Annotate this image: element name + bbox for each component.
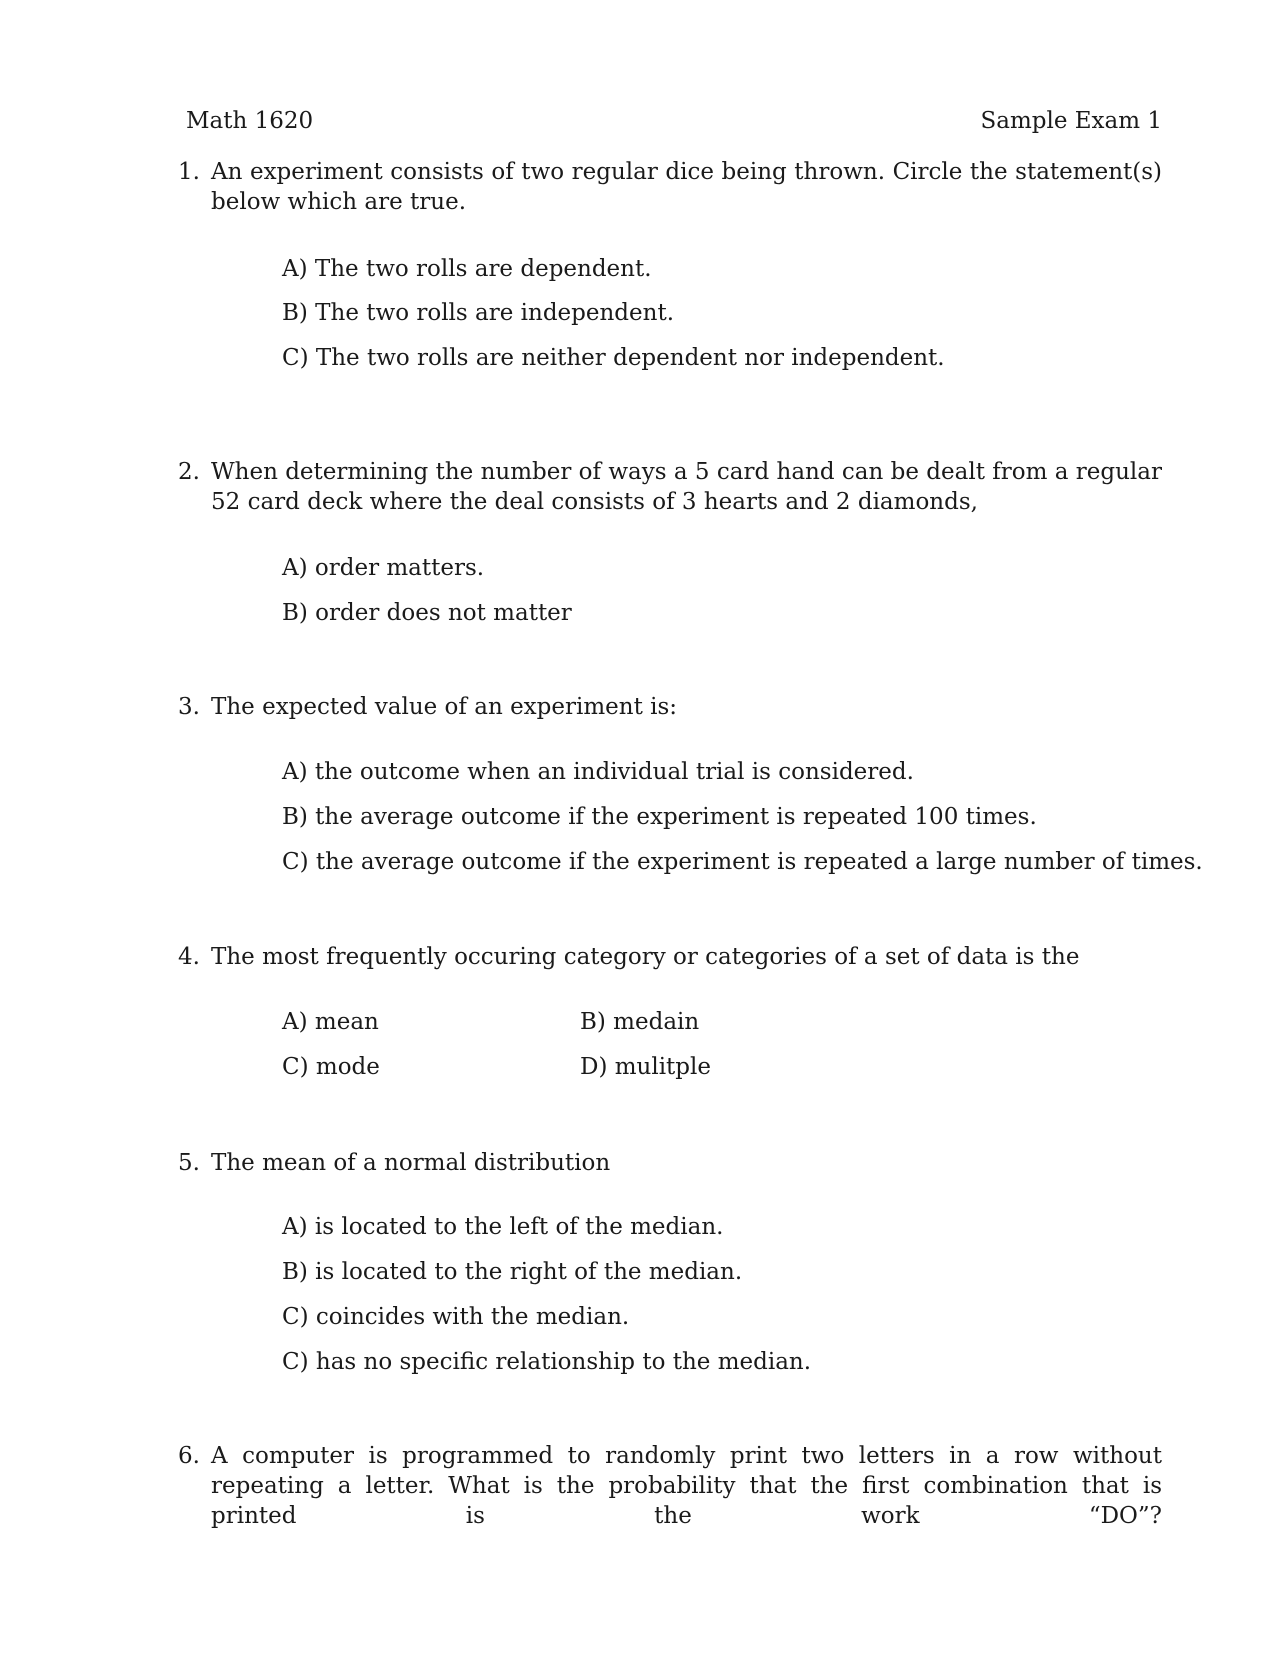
question-number: 6. — [178, 1443, 200, 1469]
question-6 — [178, 1441, 1162, 1531]
question-4-option-d: D) mulitple — [580, 1054, 711, 1080]
question-2 — [178, 457, 1162, 517]
question-5-option-c: C) coincides with the median. — [282, 1304, 630, 1330]
question-1-option-c: C) The two rolls are neither dependent nor independent. — [282, 345, 945, 371]
question-number: 2. — [178, 459, 200, 485]
question-text: The expected value of an experiment is: — [211, 694, 678, 720]
question-1 — [178, 157, 1162, 217]
question-5 — [178, 1148, 1162, 1178]
question-4 — [178, 942, 1162, 972]
question-1-option-a: A) The two rolls are dependent. — [282, 256, 652, 282]
question-1-option-b: B) The two rolls are independent. — [282, 300, 674, 326]
question-2-option-b: B) order does not matter — [282, 600, 572, 626]
course-title: Math 1620 — [186, 108, 314, 134]
question-number: 1. — [178, 159, 200, 185]
question-number: 3. — [178, 694, 200, 720]
question-5-option-a: A) is located to the left of the median. — [282, 1214, 724, 1240]
question-3-option-c: C) the average outcome if the experiment is repeated a large number of times. — [282, 849, 1203, 875]
question-text: When determining the number of ways a 5 card hand can be dealt from a regular 52 card deck where the deal consists of 3 hearts and 2 diamonds, — [211, 459, 1162, 515]
question-3-option-a: A) the outcome when an individual trial is considered. — [282, 759, 914, 785]
exam-title: Sample Exam 1 — [980, 108, 1162, 134]
question-3 — [178, 692, 1162, 722]
question-5-option-b: B) is located to the right of the median. — [282, 1259, 743, 1285]
question-4-option-a: A) mean — [282, 1009, 379, 1035]
question-number: 4. — [178, 944, 200, 970]
question-text: A computer is programmed to randomly print two letters in a row without repeating a letter. What is the probability that the first combination that is printed is the work “DO”? — [211, 1443, 1162, 1529]
question-3-option-b: B) the average outcome if the experiment is repeated 100 times. — [282, 804, 1037, 830]
question-text: The most frequently occuring category or categories of a set of data is the — [211, 944, 1080, 970]
question-number: 5. — [178, 1150, 200, 1176]
question-4-option-c: C) mode — [282, 1054, 380, 1080]
question-text: An experiment consists of two regular dice being thrown. Circle the statement(s) below which are true. — [211, 159, 1162, 215]
question-5-option-d: C) has no specific relationship to the median. — [282, 1349, 812, 1375]
question-4-option-b: B) medain — [580, 1009, 700, 1035]
question-2-option-a: A) order matters. — [282, 555, 485, 581]
question-text: The mean of a normal distribution — [211, 1150, 611, 1176]
